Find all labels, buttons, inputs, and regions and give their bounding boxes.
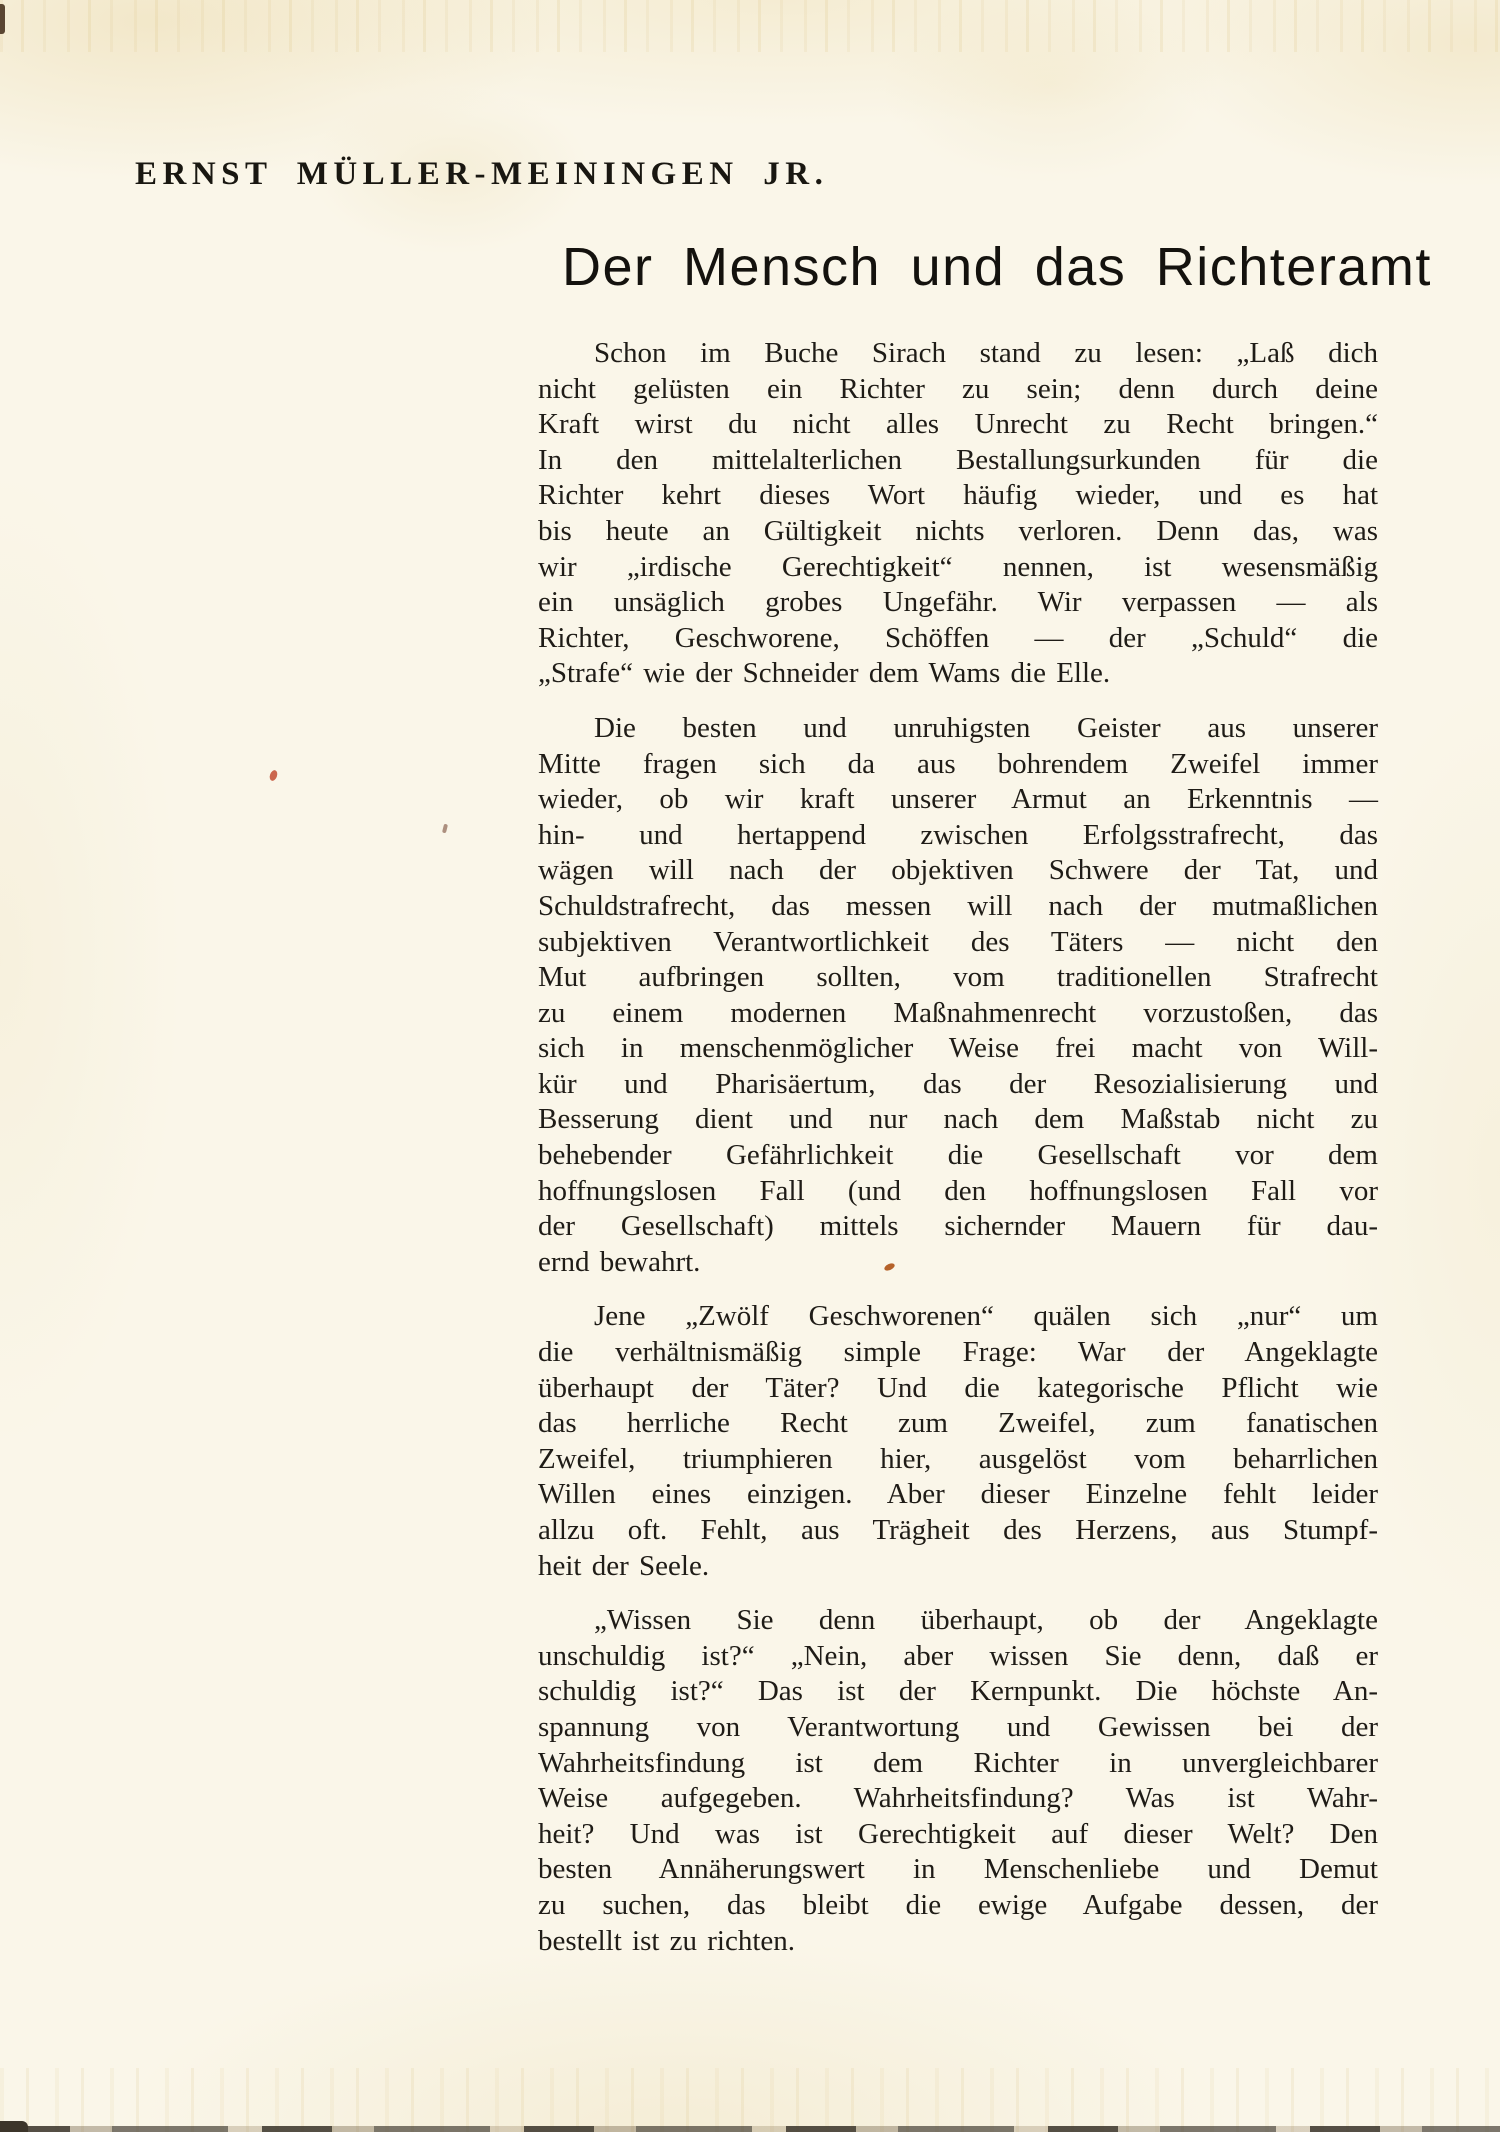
body-line: heit der Seele. [538,1549,710,1582]
body-paragraph [538,336,1378,692]
body-line: der Gesellschaft) mittels sichernder Mauern für dau- [538,1210,1378,1243]
body-line: „Wissen Sie denn überhaupt, ob der Angeklagte [594,1604,1378,1637]
body-line: zu einem modernen Maßnahmenrecht vorzustoßen, das [538,996,1378,1029]
body-line: hin- und hertappend zwischen Erfolgsstrafrecht, das [538,818,1378,851]
body-line: In den mittelalterlichen Bestallungsurkunden für die [538,443,1378,476]
body-line: spannung von Verantwortung und Gewissen bei der [538,1710,1378,1743]
body-line: schuldig ist?“ Das ist der Kernpunkt. Die höchste An- [538,1675,1378,1708]
body-line: behebender Gefährlichkeit die Gesellschaft vor dem [538,1139,1378,1172]
body-line: Richter, Geschworene, Schöffen — der „Schuld“ die [538,621,1378,654]
body-line: das herrliche Recht zum Zweifel, zum fanatischen [538,1407,1378,1440]
body-line: ernd bewahrt. [538,1245,701,1278]
paper-texture-top [0,0,1500,52]
body-line: bestellt ist zu richten. [538,1924,796,1957]
body-line: Weise aufgegeben. Wahrheitsfindung? Was ist Wahr- [538,1782,1378,1815]
body-line: wir „irdische Gerechtigkeit“ nennen, ist wesensmäßig [538,550,1378,583]
body-line: hoffnungslosen Fall (und den hoffnungslosen Fall vor [538,1174,1378,1207]
body-line: zu suchen, das bleibt die ewige Aufgabe dessen, der [538,1888,1378,1921]
body-line: wieder, ob wir kraft unserer Armut an Erkenntnis — [538,783,1378,816]
body-line: allzu oft. Fehlt, aus Trägheit des Herzens, aus Stumpf- [538,1514,1378,1546]
body-line: Willen eines einzigen. Aber dieser Einzelne fehlt leider [538,1478,1378,1511]
body-paragraph [538,1603,1378,1959]
body-line: bis heute an Gültigkeit nichts verloren. Denn das, was [538,514,1378,547]
author-line: ERNST MÜLLER-MEININGEN JR. [135,156,829,192]
scan-bottom-edge [0,2126,1500,2132]
body-line: die verhältnismäßig simple Frage: War der Angeklagte [538,1336,1378,1369]
paper-texture-bottom [0,2068,1500,2132]
body-line: Richter kehrt dieses Wort häufig wieder, und es hat [538,479,1378,512]
scan-corner-mark-top-left [0,4,5,34]
body-line: heit? Und was ist Gerechtigkeit auf dieser Welt? Den [538,1817,1378,1850]
body-line: überhaupt der Täter? Und die kategorische Pflicht wie [538,1371,1378,1404]
body-line: Zweifel, triumphieren hier, ausgelöst vom beharrlichen [538,1442,1378,1475]
body-line: ein unsäglich grobes Ungefähr. Wir verpassen — als [538,586,1378,619]
body-line: Mut aufbringen sollten, vom traditionellen Strafrecht [538,961,1378,994]
page-title: Der Mensch und das Richteramt [562,237,1432,297]
body-line: Mitte fragen sich da aus bohrendem Zweifel immer [538,747,1378,780]
body-line: Jene „Zwölf Geschworenen“ quälen sich „nur“ um [594,1300,1378,1333]
body-text [538,336,1378,1959]
body-line: Die besten und unruhigsten Geister aus unserer [594,711,1378,744]
body-line: Wahrheitsfindung ist dem Richter in unvergleichbarer [538,1746,1378,1779]
body-line: Schon im Buche Sirach stand zu lesen: „Laß dich [594,337,1378,369]
paper-speck-red [268,769,278,782]
body-paragraph [538,711,1378,1281]
paper-speck-tick [442,824,448,834]
body-line: Schuldstrafrecht, das messen will nach der mutmaßlichen [538,889,1378,922]
body-line: Besserung dient und nur nach dem Maßstab nicht zu [538,1103,1378,1136]
body-line: besten Annäherungswert in Menschenliebe und Demut [538,1853,1378,1886]
body-line: subjektiven Verantwortlichkeit des Täters — nicht den [538,925,1378,958]
body-line: „Strafe“ wie der Schneider dem Wams die Elle. [538,657,1111,690]
body-paragraph [538,1299,1378,1584]
body-line: unschuldig ist?“ „Nein, aber wissen Sie denn, daß er [538,1639,1378,1672]
body-line: kür und Pharisäertum, das der Resozialisierung und [538,1067,1378,1100]
body-line: wägen will nach der objektiven Schwere der Tat, und [538,854,1378,887]
body-line: Kraft wirst du nicht alles Unrecht zu Recht bringen.“ [538,408,1378,441]
body-line: nicht gelüsten ein Richter zu sein; denn durch deine [538,372,1378,405]
body-line: sich in menschenmöglicher Weise frei macht von Will- [538,1032,1378,1065]
scan-corner-mark-bottom-left [0,2121,28,2132]
